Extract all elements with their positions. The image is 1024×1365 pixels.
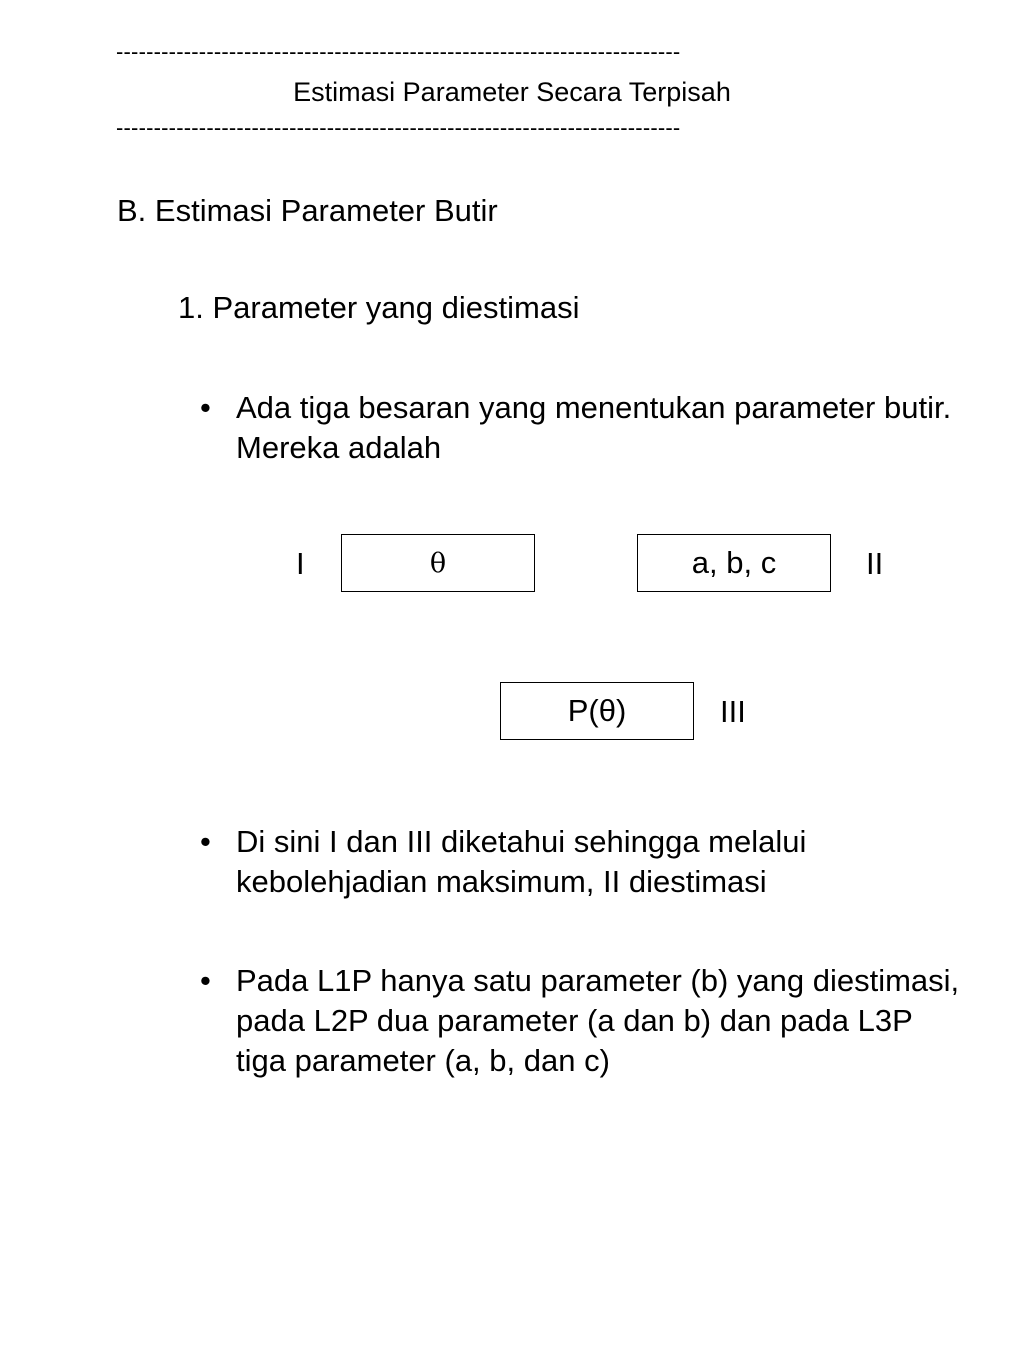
item-parameters-box <box>637 534 831 592</box>
section-heading: B. Estimasi Parameter Butir <box>117 193 498 228</box>
probability-box-text: P(θ) <box>567 693 627 728</box>
header-rule-top: --------------------------------------------------------------------------- <box>116 40 681 64</box>
bullet-icon: • <box>200 390 211 425</box>
label-ii: II <box>866 546 884 581</box>
bullet-item <box>200 388 960 468</box>
theta-box-text: θ <box>429 547 447 579</box>
bullet-text: Di sini I dan III diketahui sehingga melalui kebolehjadian maksimum, II diestimasi <box>236 824 807 899</box>
bullet-text: Ada tiga besaran yang menentukan parameter butir. Mereka adalah <box>236 390 952 465</box>
sub-heading: 1. Parameter yang diestimasi <box>178 290 580 325</box>
probability-box <box>500 682 694 740</box>
theta-box <box>341 534 535 592</box>
header-rule-bottom: --------------------------------------------------------------------------- <box>116 116 681 140</box>
bullet-item <box>200 961 960 1081</box>
page-title: Estimasi Parameter Secara Terpisah <box>293 77 731 107</box>
bullet-icon: • <box>200 824 211 859</box>
item-parameters-box-text: a, b, c <box>691 545 777 580</box>
bullet-icon: • <box>200 963 211 998</box>
label-iii: III <box>720 694 746 729</box>
bullet-item <box>200 822 960 902</box>
label-i: I <box>296 546 305 581</box>
bullet-text: Pada L1P hanya satu parameter (b) yang diestimasi, pada L2P dua parameter (a dan b) dan pada L3P tiga parameter (a, b, dan c) <box>236 963 960 1078</box>
